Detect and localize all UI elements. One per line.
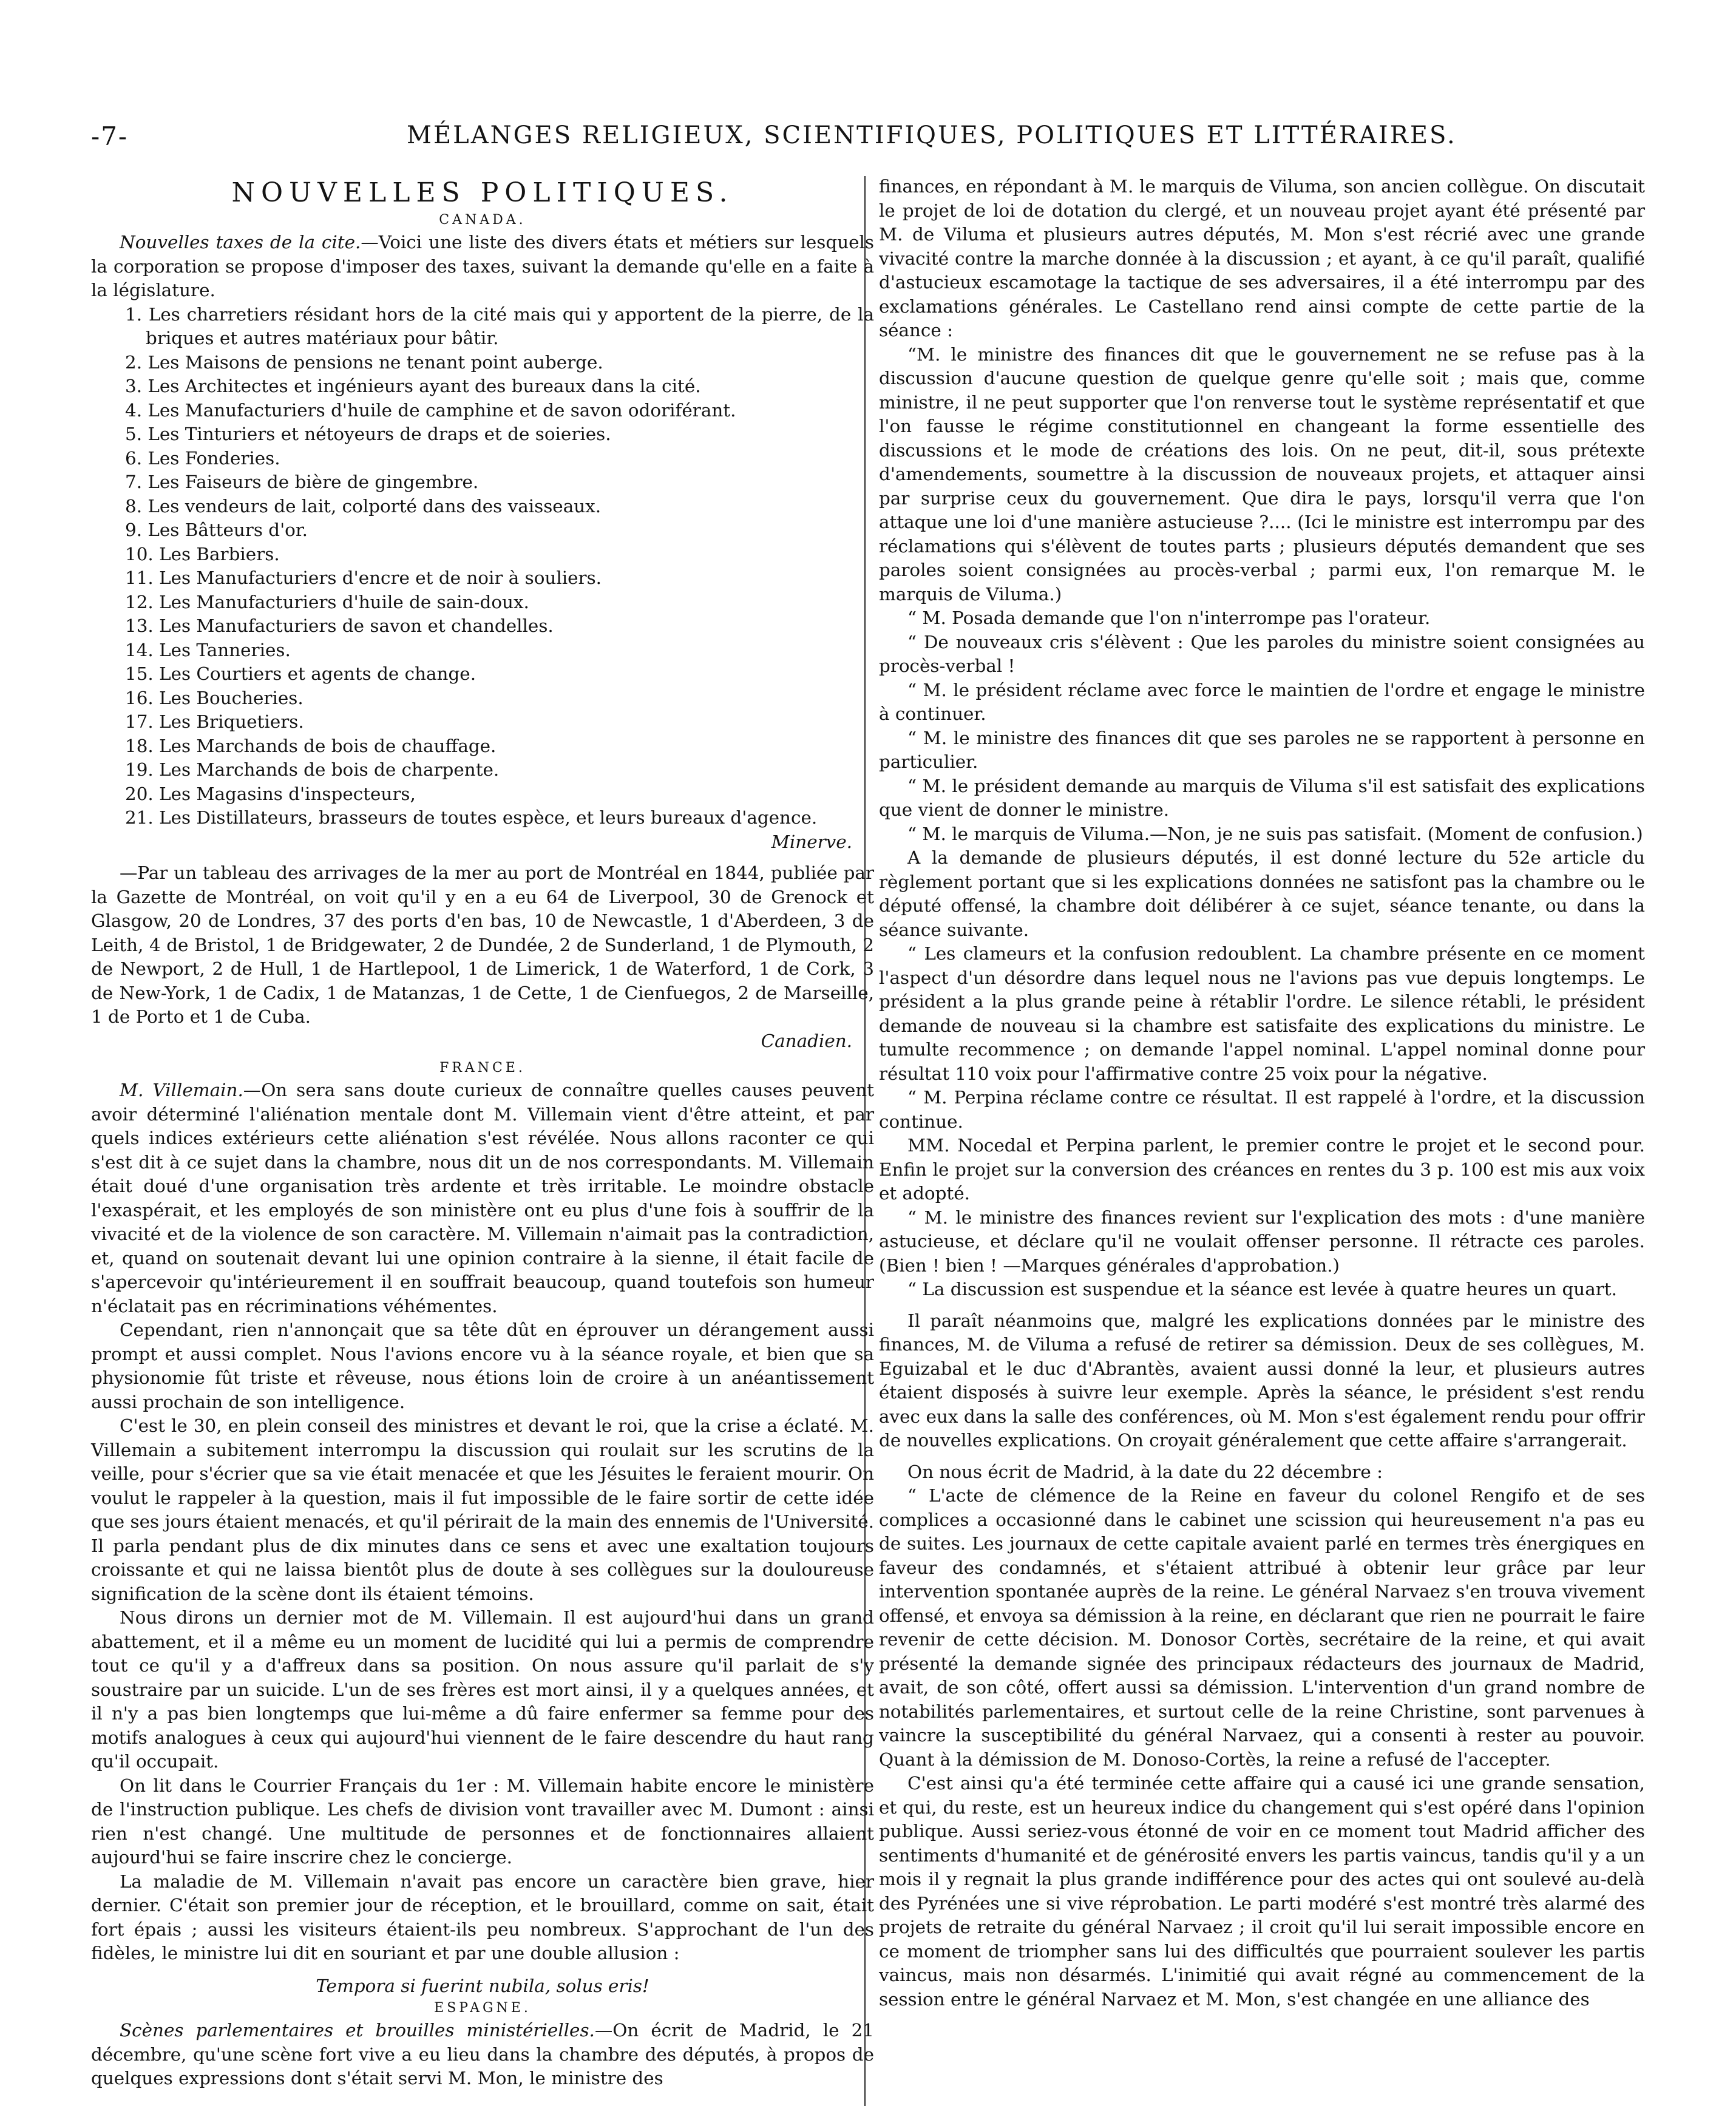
canada-heading: CANADA. (439, 212, 526, 228)
list-item: 10. Les Barbiers. (125, 543, 280, 564)
article-paragraph: “ M. Posada demande que l'on n'interrompe pas l'orateur. (907, 608, 1431, 628)
france-heading: FRANCE. (439, 1060, 526, 1075)
list-item: 19. Les Marchands de bois de charpente. (125, 759, 500, 780)
list-item: 5. Les Tinturiers et nétoyeurs de draps et de soieries. (125, 424, 611, 444)
list-item: 15. Les Courtiers et agents de change. (125, 663, 476, 684)
list-item: 8. Les vendeurs de lait, colporté dans des vaisseaux. (125, 495, 602, 517)
article-paragraph: “ M. le président réclame avec force le maintien de l'ordre et engage le ministre à continuer. (879, 679, 1645, 724)
article-paragraph: MM. Nocedal et Perpina parlent, le premier contre le projet et le second pour. Enfin le projet sur la conversion des créances en rentes du 3 p. 100 est mis aux voix et adopté. (879, 1135, 1645, 1204)
article-paragraph: “ M. le ministre des finances revient sur l'explication des mots : d'une manière astucieuse, et déclare qu'il ne voulait offenser personne. Il rétracte ces paroles. (Bien ! bien ! —Marques générales d'approbation.) (879, 1207, 1645, 1276)
list-item: 7. Les Faiseurs de bière de gingembre. (125, 472, 479, 492)
list-item: 11. Les Manufacturiers d'encre et de noir à souliers. (125, 567, 602, 588)
article-paragraph: “ M. le marquis de Viluma.—Non, je ne suis pas satisfait. (Moment de confusion.) (907, 823, 1643, 844)
list-item: 12. Les Manufacturiers d'huile de sain-doux. (125, 591, 529, 612)
article-paragraph: A la demande de plusieurs députés, il est donné lecture du 52e article du règlement portant que si les explications données ne satisfont pas la chambre ou le député offensé, la chambre doit délibérer à ce sujet, séance tenante, ou dans la séance suivante. (879, 847, 1645, 940)
taxes-intro: —Voici une liste des divers états et métiers sur lesquels la corporation se propose d'imposer des taxes, suivant la demande qu'elle en a faite à la législature. (91, 232, 874, 300)
list-item: 6. Les Fonderies. (125, 447, 280, 469)
article-paragraph: “ L'acte de clémence de la Reine en faveur du colonel Rengifo et de ses complices a occasionné dans le cabinet une scission qui heureusement n'a pas eu de suites. Les journaux de cette capitale avaient parlé en termes très énergiques en faveur des condamnés, et s'étaient attribué à obtenir leur grâce par leur intervention spontanée auprès de la reine. Le général Narvaez s'en trouva vivement offensé, et envoya sa démission à la reine, en déclarant que rien ne pourrait le faire revenir de cette décision. M. Donosor Cortès, secrétaire de la reine, et qui avait présenté la demande signée des principaux rédacteurs des journaux de Madrid, avait, de son côté, offert aussi sa démission. L'intervention d'un grand nombre de notabilités parlementaires, et surtout celle de la reine Christine, sont parvenues à vaincre la susceptibilité du général Narvaez, qui a consenti à rester au pouvoir. Quant à la démission de M. Donoso-Cortès, la reine a refusé de l'accepter. (879, 1485, 1645, 1770)
article-paragraph: C'est ainsi qu'a été terminée cette affaire qui a causé ici une grande sensation, et qui, du reste, est un heureux indice du changement qui s'est opéré dans l'opinion publique. Aussi seriez-vous étonné de voir en ce moment tout Madrid afficher des sentiments d'humanité et de générosité envers les partis vaincus, tandis qu'il y a un mois il y regnait la plus grande indifférence pour des actes qui ont soulevé au-delà des Pyrénées une si vive réprobation. Le parti modéré s'est montré très alarmé des projets de retraite du général Narvaez ; il croit qu'il lui serait impossible encore en ce moment de triompher sans lui des difficultés que pourraient soulever les partis vaincus, mais non désarmés. L'inimitié qui avait régné au commencement de la session entre le général Narvaez et M. Mon, s'est changée en une alliance des (879, 1773, 1645, 2010)
source-signature: Canadien. (761, 1030, 852, 1051)
taxes-list (91, 303, 874, 830)
villemain-lead: M. Villemain. (120, 1080, 243, 1100)
villemain-paragraph: Nous dirons un dernier mot de M. Villemain. Il est aujourd'hui dans un grand abattement, et il a même eu un moment de lucidité qui lui a permis de comprendre tout ce qu'il y a d'affreux dans sa position. On nous assure qu'il parlait de s'y soustraire par un suicide. L'un de ses frères est mort ainsi, il y a quelques années, et il n'y a pas bien longtemps que lui-même a dû faire enfermer sa femme pour des motifs analogues à ceux qui aujourd'hui viennent de le faire descendre du haut rang qu'il occupait. (91, 1607, 874, 1772)
running-title: MÉLANGES RELIGIEUX, SCIENTIFIQUES, POLITIQUES ET LITTÉRAIRES. (407, 121, 1457, 149)
arrivals-paragraph: —Par un tableau des arrivages de la mer au port de Montréal en 1844, publiée par la Gazette de Montréal, on voit qu'il y en a eu 64 de Liverpool, 30 de Grenock et Glasgow, 20 de Londres, 37 des ports d'en bas, 10 de Newcastle, 1 d'Aberdeen, 3 de Leith, 4 de Bristol, 1 de Bridgewater, 2 de Dundée, 2 de Sunderland, 1 de Plymouth, 2 de Newport, 2 de Hull, 1 de Hartlepool, 1 de Limerick, 1 de Waterford, 1 de Cork, 3 de New-York, 1 de Cadix, 1 de Matanzas, 1 de Cette, 1 de Cienfuegos, 2 de Marseille, 1 de Porto et 1 de Cuba. (91, 862, 874, 1027)
article-paragraph: “ M. le ministre des finances dit que ses paroles ne se rapportent à personne en particulier. (879, 727, 1645, 772)
taxes-lead: Nouvelles taxes de la cite. (120, 232, 361, 252)
section-title: NOUVELLES POLITIQUES. (231, 177, 734, 208)
taxes-intro-paragraph (91, 231, 874, 303)
villemain-text: —On sera sans doute curieux de connaître quelles causes peuvent avoir déterminé l'aliénation mentale dont M. Villemain vient d'être atteint, et par quels indices extérieurs cette aliénation s'est révélée. Nous allons raconter ce qui s'est dit à ce sujet dans la chambre, nous dit un de nos correspondants. M. Villemain était doué d'une organisation très ardente et très irritable. Le moindre obstacle l'exaspérait, et les employés de son ministère ont eu plus d'une fois à souffrir de la vivacité et de la violence de son caractère. M. Villemain n'aimait pas la contradiction, et, quand on soutenait devant lui une opinion contraire à la sienne, il était facile de s'apercevoir qu'intérieurement il en souffrait beaucoup, quand toutefois son humeur n'éclatait pas en récriminations véhémentes. (91, 1080, 874, 1316)
article-paragraph: “ La discussion est suspendue et la séance est levée à quatre heures un quart. (907, 1279, 1617, 1299)
list-item: 1. Les charretiers résidant hors de la cité mais qui y apportent de la pierre, de la briques et autres matériaux pour bâtir. (125, 303, 874, 348)
list-item: 2. Les Maisons de pensions ne tenant point auberge. (125, 351, 603, 373)
article-paragraph: “ Les clameurs et la confusion redoublent. La chambre présente en ce moment l'aspect d'un désordre dans lequel nous ne l'avions pas vue depuis longtemps. Le président a la plus grande peine à rétablir l'ordre. Le silence rétabli, le président demande de nouveau si la chambre est satisfaite des explications du ministre. Le tumulte recommence ; on demande l'appel nominal. L'appel nominal donne pour résultat 110 voix pour l'affirmative contre 25 voix pour la négative. (879, 943, 1645, 1084)
source-signature: Minerve. (771, 831, 852, 852)
article-paragraph: “ M. Perpina réclame contre ce résultat. Il est rappelé à l'ordre, et la discussion continue. (879, 1087, 1645, 1132)
list-item: 16. Les Boucheries. (125, 687, 303, 708)
article-paragraph: On nous écrit de Madrid, à la date du 22 décembre : (907, 1461, 1383, 1482)
list-item: 13. Les Manufacturiers de savon et chandelles. (125, 615, 554, 636)
page-number: -7- (91, 121, 129, 151)
list-item: 14. Les Tanneries. (125, 639, 291, 660)
left-column (91, 177, 874, 2091)
list-item: 9. Les Bâtteurs d'or. (125, 520, 308, 540)
list-item: 4. Les Manufacturiers d'huile de camphine et de savon odoriférant. (125, 399, 736, 421)
villemain-paragraph: C'est le 30, en plein conseil des ministres et devant le roi, que la crise a éclaté. M. Villemain a subitement interrompu la discussion qui roulait sur les scrutins de la veille, pour s'écrier que sa vie était menacée et que les Jésuites le feraient mourir. On voulut le rappeler à la question, mais il fut impossible de le faire sortir de cette idée que ses jours étaient menacés, et qu'il périrait de la main des ennemis de l'Université. Il parla pendant plus de dix minutes dans ce sens et avec une exaltation toujours croissante et qui ne laissa bientôt plus de doute à ses collègues sur la douloureuse signification de la scène dont ils étaient témoins. (91, 1415, 874, 1604)
list-item: 3. Les Architectes et ingénieurs ayant des bureaux dans la cité. (125, 376, 701, 396)
running-header (91, 121, 1645, 158)
list-item: 20. Les Magasins d'inspecteurs, (125, 783, 416, 804)
article-paragraph: “ M. le président demande au marquis de Viluma s'il est satisfait des explications que vient de donner le ministre. (879, 775, 1645, 820)
list-item: 17. Les Briquetiers. (125, 711, 304, 732)
article-paragraph: “M. le ministre des finances dit que le gouvernement ne se refuse pas à la discussion d'aucune question de quelque genre qu'elle soit ; mais que, comme ministre, il ne peut supporter que l'on renverse tout le système représentatif et que l'on fausse le régime constitutionnel en changeant la forme essentielle des discussions et le mode de créations des lois. On ne peut, dit-il, sous prétexte d'amendements, soumettre à la discussion de nouveaux projets, et attaquer ainsi par surprise ceux du gouvernement. Que dira le pays, lorsqu'il verra que l'on attaque une loi d'une manière astucieuse ?.... (Ici le ministre est interrompu par des réclamations qui s'élèvent de toutes parts ; plusieurs députés demandent que ses paroles soient consignées au procès-verbal ; parmi eux, l'on remarque M. le marquis de Viluma.) (879, 344, 1645, 605)
villemain-paragraph: La maladie de M. Villemain n'avait pas encore un caractère bien grave, hier dernier. C'était son premier jour de réception, et le brouillard, comme on sait, était fort épais ; aussi les visiteurs étaient-ils peu nombreux. S'approchant de l'un des fidèles, le ministre lui dit en souriant et par une double allusion : (91, 1871, 874, 1963)
espagne-lead: Scènes parlementaires et brouilles ministérielles. (120, 2020, 595, 2041)
right-column (879, 175, 1645, 2011)
article-paragraph: Il paraît néanmoins que, malgré les explications données par le ministre des finances, M. de Viluma a refusé de retirer sa démission. Deux de ses collègues, M. Eguizabal et le duc d'Abrantès, avaient aussi donné la leur, et plusieurs autres étaient disposés à suivre leur exemple. Après la séance, le président s'est rendu avec eux dans la salle des conférences, où M. Mon s'est également rendu pour offrir de nouvelles explications. On croyait généralement que cette affaire s'arrangerait. (879, 1310, 1645, 1451)
villemain-paragraph: On lit dans le Courrier Français du 1er : M. Villemain habite encore le ministère de l'instruction publique. Les chefs de division vont travailler avec M. Dumont : ainsi rien n'est changé. Une multitude de personnes et de fonctionnaires allaient aujourd'hui se faire inscrire chez le concierge. (91, 1775, 874, 1868)
article-paragraph: “ De nouveaux cris s'élèvent : Que les paroles du ministre soient consignées au procès-verbal ! (879, 631, 1645, 676)
list-item: 18. Les Marchands de bois de chauffage. (125, 735, 497, 756)
espagne-heading: ESPAGNE. (434, 2000, 531, 2016)
espagne-text: —On écrit de Madrid, le 21 décembre, qu'une scène fort vive a eu lieu dans la chambre des députés, à propos de quelques expressions dont s'était servi M. Mon, le ministre des (91, 2020, 874, 2088)
villemain-paragraph (91, 1079, 874, 1318)
article-paragraph: finances, en répondant à M. le marquis de Viluma, son ancien collègue. On discutait le projet de loi de dotation du clergé, et un nouveau projet ayant été présenté par M. de Viluma et plusieurs autres députés, M. Mon s'est récrié avec une grande vivacité contre la marche donnée à la discussion ; et ayant, à ce qu'il paraît, qualifié d'astucieux escamotage la tactique de ses adversaires, il a été interrompu par des exclamations générales. Le Castellano rend ainsi compte de cette partie de la séance : (879, 176, 1645, 340)
espagne-paragraph (91, 2019, 874, 2091)
latin-motto: Tempora si fuerint nubila, solus eris! (316, 1975, 649, 1996)
villemain-paragraph: Cependant, rien n'annonçait que sa tête dût en éprouver un dérangement aussi prompt et aussi complet. Nous l'avions encore vu à la séance royale, et bien que sa physionomie fût triste et rêveuse, nous étions loin de croire à un anéantissement aussi prochain de son intelligence. (91, 1319, 874, 1412)
list-item: 21. Les Distillateurs, brasseurs de toutes espèce, et leurs bureaux d'agence. (125, 807, 818, 828)
